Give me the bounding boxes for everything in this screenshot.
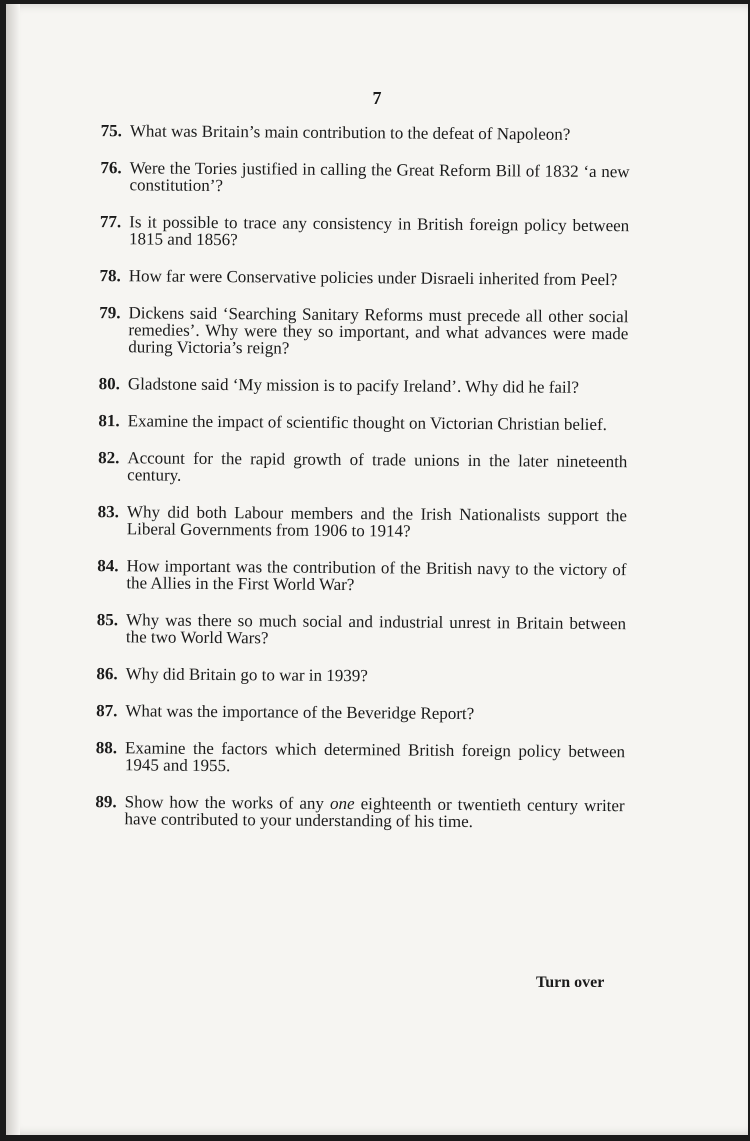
- question-number: 85.: [96, 610, 119, 630]
- document-page: [6, 4, 748, 1135]
- question-text: Examine the impact of scientific thought on Victorian Christian belief.: [127, 411, 607, 435]
- question-text: What was Britain’s main contribution to the defeat of Napoleon?: [129, 121, 571, 144]
- question-text: Were the Tories justified in calling the Great Reform Bill of 1832 ‘a new constitution’?: [129, 158, 630, 196]
- question-number: 89.: [95, 792, 117, 812]
- question-77: [89, 213, 629, 251]
- question-text: Account for the rapid growth of trade unions in the later nineteenth century.: [127, 448, 628, 485]
- question-number: 75.: [100, 121, 123, 141]
- question-84: [86, 557, 626, 595]
- question-78: [89, 267, 629, 288]
- question-number: 77.: [99, 212, 122, 232]
- question-89: [84, 793, 624, 831]
- question-text-start: Show how the works of any: [124, 792, 331, 813]
- question-87: [85, 702, 625, 723]
- question-83: [87, 503, 627, 541]
- question-80: [88, 375, 628, 396]
- question-number: 81.: [98, 411, 120, 431]
- question-88: [85, 739, 625, 777]
- page-number: 7: [372, 88, 382, 108]
- question-number: 87.: [96, 701, 118, 721]
- question-text: Is it possible to trace any consistency in British foreign policy between 1815 and 1856?: [129, 212, 630, 250]
- question-number: 80.: [98, 374, 121, 394]
- question-number: 86.: [96, 664, 118, 684]
- page-binding-shadow: [6, 4, 20, 1135]
- question-75: [90, 122, 630, 143]
- question-number: 82.: [98, 448, 120, 468]
- question-81: [88, 412, 628, 433]
- question-text: Examine the factors which determined British foreign policy between 1945 and 1955.: [124, 738, 626, 776]
- turn-over-note: Turn over: [536, 974, 605, 991]
- question-76: [89, 159, 629, 197]
- question-number: 83.: [97, 502, 120, 522]
- question-list: [84, 122, 630, 851]
- question-text: Why was there so much social and industrial unrest in Britain between the two World Wars?: [125, 610, 627, 648]
- question-number: 76.: [100, 158, 122, 178]
- question-86: [86, 665, 626, 686]
- question-text: Dickens said ‘Searching Sanitary Reforms must precede all other social remedies’. Why were they so important, and what advances were made during Victoria’s reign?: [128, 303, 629, 358]
- question-text: How important was the contribution of the British navy to the victory of the Allies in the First World War?: [126, 556, 627, 595]
- question-number: 88.: [95, 738, 118, 758]
- question-text: What was the importance of the Beveridge Report?: [125, 701, 475, 724]
- question-79: [88, 304, 628, 359]
- question-text-end: eighteenth or twentieth century writer have contributed to your understanding of his time.: [124, 794, 625, 832]
- question-text: Why did both Labour members and the Irish Nationalists support the Liberal Governments from 1906 to 1914?: [126, 502, 627, 541]
- question-number: 84.: [97, 556, 119, 576]
- question-text: [124, 793, 624, 831]
- question-85: [86, 611, 626, 649]
- question-82: [87, 449, 627, 487]
- question-number: 78.: [99, 266, 121, 286]
- question-text: How far were Conservative policies under Disraeli inherited from Peel?: [128, 266, 618, 290]
- question-text-emphasis: one: [329, 793, 355, 814]
- question-text: Why did Britain go to war in 1939?: [125, 664, 368, 686]
- question-text: Gladstone said ‘My mission is to pacify Ireland’. Why did he fail?: [127, 374, 580, 397]
- question-number: 79.: [99, 303, 121, 323]
